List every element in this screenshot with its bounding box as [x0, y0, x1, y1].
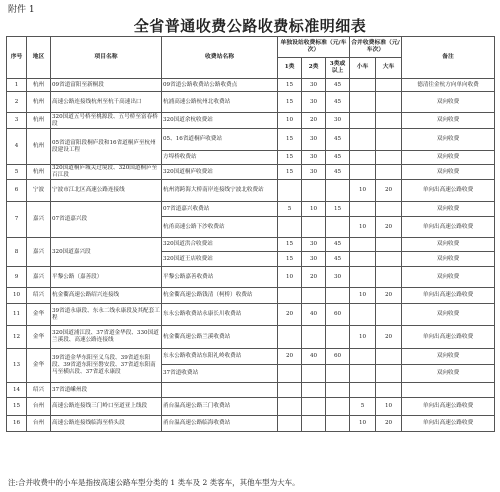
cell-remark: 双向收费: [402, 304, 495, 326]
cell-small-car: [350, 349, 376, 365]
table-row: [7, 349, 495, 365]
cell-class-2: 20: [302, 113, 326, 129]
cell-district: 杭州: [27, 129, 51, 165]
cell-remark: 单向出高速公路收费: [402, 288, 495, 304]
cell-large-car: [376, 202, 402, 217]
cell-district: 金华: [27, 326, 51, 349]
cell-seq: 12: [7, 326, 27, 349]
cell-district: 嘉兴: [27, 202, 51, 238]
cell-large-car: [376, 349, 402, 365]
cell-small-car: [350, 238, 376, 252]
cell-seq: 14: [7, 383, 27, 398]
cell-remark: 双向收费: [402, 202, 495, 217]
cell-remark: 双向收费: [402, 238, 495, 252]
cell-seq: 5: [7, 165, 27, 180]
cell-large-car: [376, 267, 402, 288]
table-body: [7, 79, 495, 432]
cell-class-2: [302, 180, 326, 202]
cell-station: 杭甬高速公路下沙收费站: [162, 217, 278, 238]
cell-large-car: 10: [376, 398, 402, 416]
cell-small-car: 10: [350, 326, 376, 349]
cell-large-car: [376, 129, 402, 151]
cell-district: 杭州: [27, 113, 51, 129]
cell-station: [162, 383, 278, 398]
cell-large-car: [376, 79, 402, 92]
cell-class-1: 15: [278, 92, 302, 113]
header-class-3: 3类或以上: [326, 58, 350, 79]
table-row: [7, 79, 495, 92]
cell-class-2: [302, 365, 326, 383]
cell-class-1: [278, 383, 302, 398]
table-row: [7, 267, 495, 288]
cell-class-1: [278, 217, 302, 238]
cell-large-car: [376, 304, 402, 326]
cell-class-3: 15: [326, 202, 350, 217]
cell-seq: 10: [7, 288, 27, 304]
cell-class-3: 45: [326, 92, 350, 113]
header-class-1: 1类: [278, 58, 302, 79]
cell-project: 320国道五号桥至桃源段、五号桥至富春桥段: [51, 113, 162, 129]
cell-class-1: 15: [278, 79, 302, 92]
cell-class-2: 30: [302, 151, 326, 165]
cell-class-1: 10: [278, 267, 302, 288]
cell-district: 杭州: [27, 92, 51, 113]
cell-class-1: [278, 288, 302, 304]
cell-small-car: [350, 383, 376, 398]
cell-project: 320国道浦江段、37省道金华段、330国道兰溪段、高速公路连接线: [51, 326, 162, 349]
cell-remark: 单向出高速公路收费: [402, 416, 495, 432]
table-row: [7, 113, 495, 129]
cell-station: 东永公路收费站永康长川收费站: [162, 304, 278, 326]
cell-class-1: [278, 180, 302, 202]
cell-small-car: [350, 304, 376, 326]
cell-class-2: 30: [302, 252, 326, 267]
cell-station: 320国道洪合收费站: [162, 238, 278, 252]
cell-class-1: [278, 398, 302, 416]
cell-station: 甬台温高速公路临海收费站: [162, 416, 278, 432]
cell-small-car: [350, 267, 376, 288]
cell-class-3: [326, 383, 350, 398]
cell-remark: 双向收费: [402, 92, 495, 113]
cell-class-3: [326, 326, 350, 349]
cell-class-3: [326, 365, 350, 383]
cell-small-car: [350, 92, 376, 113]
cell-class-1: 15: [278, 151, 302, 165]
cell-project: 高速公路连接线三门岭口至道亚上线段: [51, 398, 162, 416]
cell-class-2: [302, 288, 326, 304]
cell-project: 高速公路连接线杭州至杭千高速出口: [51, 92, 162, 113]
cell-class-1: 15: [278, 129, 302, 151]
table-row: [7, 238, 495, 252]
cell-project: 37省道嵊州段: [51, 383, 162, 398]
cell-class-3: [326, 416, 350, 432]
cell-large-car: 20: [376, 288, 402, 304]
cell-class-1: 15: [278, 252, 302, 267]
cell-remark: 单向出高速公路收费: [402, 180, 495, 202]
cell-small-car: [350, 165, 376, 180]
cell-class-3: [326, 398, 350, 416]
cell-seq: 11: [7, 304, 27, 326]
cell-large-car: 20: [376, 180, 402, 202]
cell-class-2: 40: [302, 304, 326, 326]
attachment-label: 附件 1: [8, 5, 35, 15]
cell-small-car: [350, 151, 376, 165]
cell-class-1: 5: [278, 202, 302, 217]
cell-seq: 2: [7, 92, 27, 113]
cell-seq: 3: [7, 113, 27, 129]
cell-large-car: [376, 252, 402, 267]
cell-class-2: 30: [302, 165, 326, 180]
cell-class-3: 45: [326, 238, 350, 252]
table-row: [7, 165, 495, 180]
cell-seq: 6: [7, 180, 27, 202]
table-row: [7, 383, 495, 398]
cell-class-2: 40: [302, 349, 326, 365]
cell-station: 平黎公路嘉善收费站: [162, 267, 278, 288]
header-district: 地区: [27, 37, 51, 79]
cell-class-2: 30: [302, 79, 326, 92]
cell-class-3: 45: [326, 151, 350, 165]
cell-project: 09省道富阳至新桐段: [51, 79, 162, 92]
cell-class-1: 10: [278, 113, 302, 129]
cell-remark: 双向收费: [402, 252, 495, 267]
header-remark: 备注: [402, 37, 495, 79]
cell-project: 320国道桐庐城关过境段、320国道桐庐至百江段: [51, 165, 162, 180]
cell-remark: 双向收费: [402, 113, 495, 129]
cell-class-1: [278, 326, 302, 349]
cell-class-1: 20: [278, 304, 302, 326]
cell-large-car: 20: [376, 217, 402, 238]
header-class-2: 2类: [302, 58, 326, 79]
fee-table: [6, 36, 495, 432]
cell-remark: 双向收费: [402, 151, 495, 165]
cell-remark: 双向收费: [402, 365, 495, 383]
cell-class-3: 45: [326, 129, 350, 151]
cell-remark: 双向收费: [402, 165, 495, 180]
cell-remark: [402, 383, 495, 398]
page-title: 全省普通收费公路收费标准明细表: [133, 17, 367, 35]
cell-class-3: 60: [326, 304, 350, 326]
cell-remark: 单向出高速公路收费: [402, 398, 495, 416]
cell-project: 39省道永康段、东永二线永康段及其配套工程: [51, 304, 162, 326]
table-row: [7, 326, 495, 349]
table-row: [7, 92, 495, 113]
cell-class-3: 30: [326, 113, 350, 129]
cell-seq: 15: [7, 398, 27, 416]
cell-seq: 8: [7, 238, 27, 267]
cell-small-car: [350, 113, 376, 129]
header-station: 收费站名称: [162, 37, 278, 79]
cell-district: 台州: [27, 416, 51, 432]
cell-class-2: [302, 326, 326, 349]
cell-class-3: 30: [326, 267, 350, 288]
cell-remark: 双向收费: [402, 267, 495, 288]
cell-station: 05、16省道桐庐收费站: [162, 129, 278, 151]
cell-class-1: 20: [278, 349, 302, 365]
header-seq: 序号: [7, 37, 27, 79]
cell-seq: 7: [7, 202, 27, 238]
cell-project: 320国道嘉兴段: [51, 238, 162, 267]
cell-class-2: 30: [302, 129, 326, 151]
cell-large-car: 20: [376, 416, 402, 432]
table-row: [7, 202, 495, 217]
cell-seq: 13: [7, 349, 27, 383]
cell-district: 台州: [27, 398, 51, 416]
cell-district: 宁波: [27, 180, 51, 202]
cell-remark: 单向出高速公路收费: [402, 217, 495, 238]
cell-station: 320国道王店收费站: [162, 252, 278, 267]
cell-station: 07省道嘉兴收费站: [162, 202, 278, 217]
cell-small-car: [350, 129, 376, 151]
cell-class-3: 45: [326, 79, 350, 92]
cell-large-car: [376, 113, 402, 129]
cell-large-car: [376, 92, 402, 113]
cell-district: 杭州: [27, 165, 51, 180]
header-merged-group: 合并收费标准（元/车次）: [350, 37, 402, 58]
cell-station: 320国道余杭收费站: [162, 113, 278, 129]
cell-project: 杭金衢高速公路绍兴连接线: [51, 288, 162, 304]
cell-class-1: [278, 365, 302, 383]
cell-class-2: [302, 217, 326, 238]
cell-class-2: [302, 398, 326, 416]
cell-small-car: [350, 252, 376, 267]
cell-project: 高速公路连接线临海至桥头段: [51, 416, 162, 432]
table-row: [7, 288, 495, 304]
cell-project: 平黎公路（嘉善段）: [51, 267, 162, 288]
cell-class-2: [302, 383, 326, 398]
cell-district: 绍兴: [27, 288, 51, 304]
cell-large-car: [376, 238, 402, 252]
cell-class-3: [326, 288, 350, 304]
cell-class-3: [326, 217, 350, 238]
cell-project: 07省道嘉兴段: [51, 202, 162, 238]
cell-station: 杭金衢高速公路兰溪收费站: [162, 326, 278, 349]
cell-class-1: 15: [278, 238, 302, 252]
cell-class-3: 45: [326, 165, 350, 180]
cell-station: 杭浦高速公路杭州北收费站: [162, 92, 278, 113]
table-row: [7, 129, 495, 151]
cell-large-car: 20: [376, 326, 402, 349]
cell-small-car: [350, 202, 376, 217]
cell-class-2: 30: [302, 238, 326, 252]
cell-station: 37省道收费站: [162, 365, 278, 383]
cell-large-car: [376, 151, 402, 165]
cell-remark: 双向收费: [402, 349, 495, 365]
cell-class-2: 20: [302, 267, 326, 288]
cell-class-3: 60: [326, 349, 350, 365]
cell-small-car: 10: [350, 416, 376, 432]
header-small-car: 小车: [350, 58, 376, 79]
cell-seq: 16: [7, 416, 27, 432]
cell-station: 09省道公路收费站公路收费点: [162, 79, 278, 92]
cell-large-car: [376, 165, 402, 180]
cell-district: 金华: [27, 349, 51, 383]
table-row: [7, 398, 495, 416]
cell-seq: 4: [7, 129, 27, 165]
cell-large-car: [376, 383, 402, 398]
cell-seq: 9: [7, 267, 27, 288]
cell-district: 嘉兴: [27, 238, 51, 267]
cell-station: 杭金衢高速公路钱清（柯桥）收费站: [162, 288, 278, 304]
cell-class-3: 45: [326, 252, 350, 267]
cell-class-2: 30: [302, 92, 326, 113]
cell-project: 宁波市江北区高速公路连接线: [51, 180, 162, 202]
cell-class-2: [302, 416, 326, 432]
table-row: [7, 180, 495, 202]
cell-class-1: [278, 416, 302, 432]
cell-station: 杭州湾跨海大桥南岸连接线宁波北收费站: [162, 180, 278, 202]
header-large-car: 大车: [376, 58, 402, 79]
cell-district: 金华: [27, 304, 51, 326]
header-project: 项目名称: [51, 37, 162, 79]
cell-remark: 单向出高速公路收费: [402, 326, 495, 349]
cell-small-car: 10: [350, 288, 376, 304]
cell-remark: 双向收费: [402, 129, 495, 151]
cell-station: 甬台温高速公路三门收费站: [162, 398, 278, 416]
cell-class-3: [326, 180, 350, 202]
cell-small-car: 5: [350, 398, 376, 416]
cell-district: 绍兴: [27, 383, 51, 398]
cell-class-1: 15: [278, 165, 302, 180]
cell-seq: 1: [7, 79, 27, 92]
cell-project: 39省道金华东阳至义乌段、39省道东阳段、39省道东阳至磐安段、37省道东阳南马至横店段、37省道永康段: [51, 349, 162, 383]
cell-small-car: 10: [350, 217, 376, 238]
footnote: 注:合并收费中的小车是指按高速公路车型分类的 1 类车及 2 类客车，其他车型为大车。: [8, 478, 300, 487]
cell-station: 320国道桐庐收费站: [162, 165, 278, 180]
table-row: [7, 304, 495, 326]
cell-large-car: [376, 365, 402, 383]
cell-class-2: 10: [302, 202, 326, 217]
cell-small-car: 10: [350, 180, 376, 202]
table-row: [7, 416, 495, 432]
cell-small-car: [350, 79, 376, 92]
cell-project: 05省道富阳段桐庐段和16省道桐庐至杭州段建设工程: [51, 129, 162, 165]
cell-district: 嘉兴: [27, 267, 51, 288]
cell-small-car: [350, 365, 376, 383]
cell-station: 方埠桥收费站: [162, 151, 278, 165]
cell-district: 杭州: [27, 79, 51, 92]
cell-remark: 德清往金杭方向单向收费: [402, 79, 495, 92]
cell-station: 东永公路收费站东阳礼岭收费站: [162, 349, 278, 365]
header-single-group: 单独设站收费标准（元/车次）: [278, 37, 350, 58]
